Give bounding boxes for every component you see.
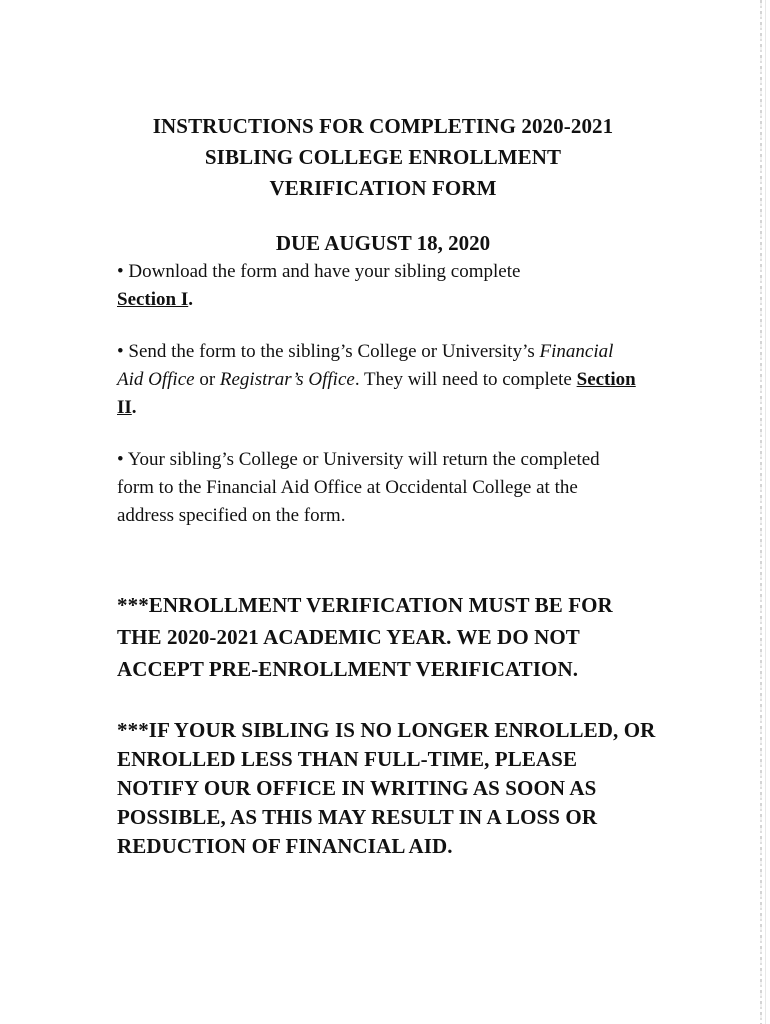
scan-edge (760, 0, 762, 1024)
step-2-or: or (194, 369, 220, 390)
notice-1-line-1: ***ENROLLMENT VERIFICATION MUST BE FOR (117, 593, 613, 617)
due-date: DUE AUGUST 18, 2020 (275, 231, 491, 255)
scan-edge-line (765, 0, 766, 1024)
step-2-prefix: • Send the form to the sibling’s College or University’s (117, 341, 535, 362)
title-line-1: INSTRUCTIONS FOR COMPLETING 2020-2021 (152, 114, 614, 138)
instruction-step-3: • Your sibling’s College or University will return the completed form to the Financial Aid Office at Occidental College at the address specified on the form. (117, 449, 600, 526)
title-line-2: SIBLING COLLEGE ENROLLMENT (204, 145, 562, 169)
step-1-period: . (188, 289, 193, 310)
notice-1-line-3: ACCEPT PRE-ENROLLMENT VERIFICATION. (117, 657, 579, 681)
step-2-period: . (131, 397, 137, 418)
step-1-section: Section I (117, 289, 189, 310)
instruction-step-2 (117, 338, 637, 422)
notice-1-line-2: THE 2020-2021 ACADEMIC YEAR. WE DO NOT (117, 625, 580, 649)
step-2-section: Section II (117, 369, 636, 418)
step-2-office-registrar: Registrar’s Office (219, 369, 355, 390)
step-2-office-financial-aid: Financial Aid Office (117, 341, 614, 390)
page-title (118, 111, 648, 204)
step-2-mid: . They will need to complete (354, 369, 577, 390)
title-line-3: VERIFICATION FORM (269, 176, 497, 200)
step-1-text: • Download the form and have your sibling complete (117, 261, 521, 282)
notice-enrollment-year (117, 589, 657, 685)
notice-enrollment-change: ***IF YOUR SIBLING IS NO LONGER ENROLLED, OR ENROLLED LESS THAN FULL-TIME, PLEASE NOTIFY OUR OFFICE IN WRITING AS SOON AS POSSIBLE, AS THIS MAY RESULT IN A LOSS OR REDUCTION OF FINANCIAL AID. (117, 718, 656, 858)
instruction-step-1 (117, 258, 637, 314)
